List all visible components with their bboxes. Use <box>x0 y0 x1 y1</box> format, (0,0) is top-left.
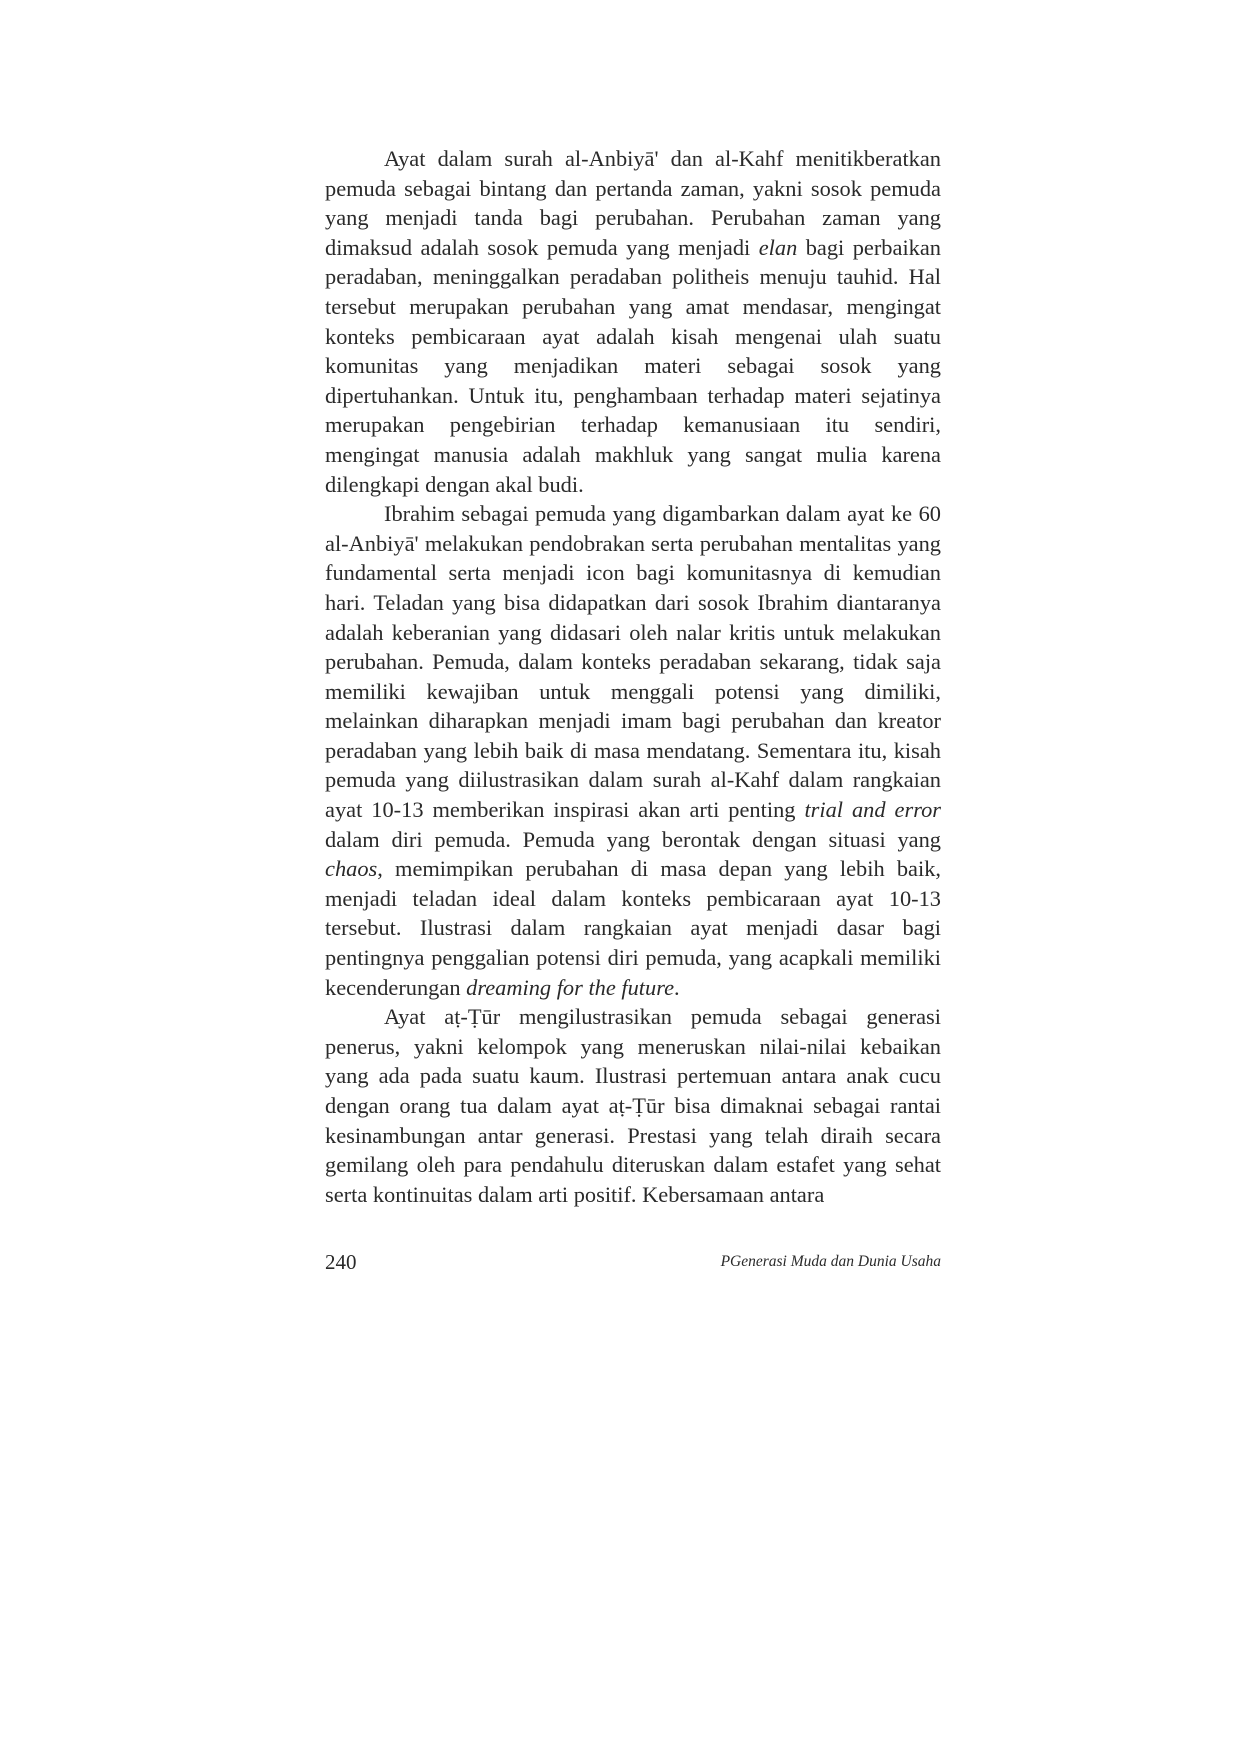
running-title: PGenerasi Muda dan Dunia Usaha <box>720 1253 941 1270</box>
text-segment: Ayat aṭ-Ṭūr mengilustrasikan pemuda sebagai generasi penerus, yakni kelompok yang meneruskan nilai-nilai kebaikan yang ada pada suatu kaum. Ilustrasi pertemuan antara anak cucu dengan orang tua dalam ayat aṭ-Ṭūr bisa dimaknai sebagai rantai kesinambungan antar generasi. Prestasi yang telah diraih secara gemilang oleh para pendahulu diteruskan dalam estafet yang sehat serta kontinuitas dalam arti positif. Kebersamaan antara <box>325 1004 941 1207</box>
page-number: 240 <box>325 1250 357 1274</box>
text-segment: Ayat dalam surah al-Anbiyā' dan al-Kahf menitikberatkan pemuda sebagai bintang dan pertanda zaman, yakni sosok pemuda yang menjadi tanda bagi perubahan. Perubahan zaman yang dimaksud adalah sosok pemuda yang menjadi <box>325 146 941 260</box>
text-segment: , memimpikan perubahan di masa depan yang lebih baik, menjadi teladan ideal dalam konteks pembicaraan ayat 10-13 tersebut. Ilustrasi dalam rangkaian ayat menjadi dasar bagi pentingnya penggalian potensi diri pemuda, yang acapkali memiliki kecenderungan <box>325 856 941 1000</box>
text-segment: bagi perbaikan peradaban, meninggalkan peradaban politheis menuju tauhid. Hal tersebut merupakan perubahan yang amat mendasar, mengingat konteks pembicaraan ayat adalah kisah mengenai ulah suatu komunitas yang menjadikan materi sebagai sosok yang dipertuhankan. Untuk itu, penghambaan terhadap materi sejatinya merupakan pengebirian terhadap kemanusiaan itu sendiri, mengingat manusia adalah makhluk yang sangat mulia karena dilengkapi dengan akal budi. <box>325 234 941 497</box>
text-segment: Ibrahim sebagai pemuda yang digambarkan dalam ayat ke 60 al-Anbiyā' melakukan pendobrakan serta perubahan mentalitas yang fundamental serta menjadi icon bagi komunitasnya di kemudian hari. Teladan yang bisa didapatkan dari sosok Ibrahim diantaranya adalah keberanian yang didasari oleh nalar kritis untuk melakukan perubahan. Pemuda, dalam konteks peradaban sekarang, tidak saja memiliki kewajiban untuk menggali potensi yang dimiliki, melainkan diharapkan menjadi imam bagi perubahan dan kreator peradaban yang lebih baik di masa mendatang. Sementara itu, kisah pemuda yang diilustrasikan dalam surah al-Kahf dalam rangkaian ayat 10-13 memberikan inspirasi akan arti penting <box>325 501 941 823</box>
text-segment: dalam diri pemuda. Pemuda yang berontak dengan situasi yang <box>325 826 941 852</box>
italic-term: chaos <box>325 856 378 882</box>
paragraph-2 <box>325 499 941 1002</box>
italic-term: trial and error <box>804 797 941 823</box>
paragraph-1 <box>325 144 941 499</box>
paragraph-3 <box>325 1002 941 1209</box>
italic-term: elan <box>758 234 798 260</box>
italic-term: dreaming for the future <box>466 974 675 1000</box>
text-segment: . <box>674 974 680 1000</box>
body-text <box>325 144 941 1209</box>
